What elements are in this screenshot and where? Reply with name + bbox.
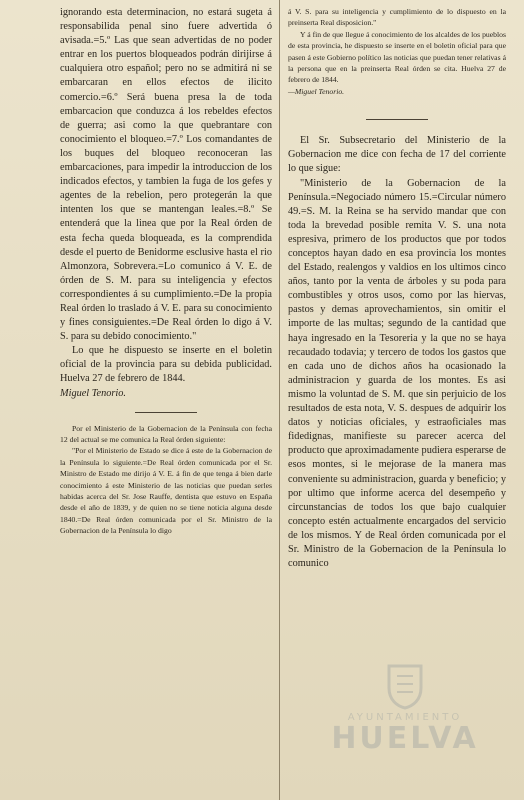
publication-notice-text: Lo que he dispuesto se inserte en el boletin oficial de la provincia para su debida publicidad. Huelva 27 de febrero de 1844.	[60, 345, 272, 385]
right-column	[288, 6, 506, 571]
archive-watermark	[300, 662, 510, 772]
signature-miguel-tenorio-2: —Miguel Tenorio.	[288, 86, 345, 96]
ministry-notice-body: "Por el Ministerio de Estado se dice á este de la Gobernacion de la Península lo siguiente.=De Real órden comunicada por el Sr. Ministro de Estado me dirijo á V. E. á fin de que tenga á bien darle conocimiento á este Ministerio de las noticias que puedan serles habidas acerca del Sr. Jose Rauffe, dentista que estuvo en España desde el año de 1839, y de quien no se tiene noticia alguna desde 1840.=De Real órden comunicada por el Sr. Ministro de la Gobernacion de la Península lo digo	[60, 446, 272, 536]
ministry-notice-instruction: Y á fin de que llegue á conocimiento de los alcaldes de los pueblos de esta provincia, he dispuesto se inserte en el boletin oficial para que pasen á este Gobierno político las noticias que puedan tener relativas á la persona que en la preinserta Real órden se cita. Huelva 27 de febrero de 1844.	[288, 29, 506, 85]
ministry-notice-intro: Por el Ministerio de la Gobernacion de la Península con fecha 12 del actual se me comunica la Real órden siguiente:	[60, 423, 272, 445]
left-column	[60, 6, 272, 537]
undersecretary-body: "Ministerio de la Gobernacion de la Península.=Negociado número 15.=Circular número 49.=S. M. la Reina se ha servido mandar que con toda la brevedad posible remita V. S. una nota espresiva, primero de los productos que por todos conceptos hayan dado en esa provincia los montes del Estado, realengos y valdios en los ultimos cinco años, tanto por la venta de árboles y su poda para combustibles y otros usos, como por las hiervas, pastos y demas aprovechamientos, sin omitir el importe de las multas; segundo de la cantidad que haya ingresado en la Tesoreria y la que no se haya recaudado todavia; y tercero de todos los gastos que en cada uno de dichos años ha ocasionado la administracion y guarda de los montes. Es asi mismo la voluntad de S. M. que sin perjuicio de los resultados de esta nota, V. S. despues de adquirir los datos y noticias oficiales, y estraoficiales mas fidedignas, manifieste su parecer acerca del producto que aproximadamente pudiera esperarse de esos montes, si le mejorase de la manera mas conveniente su administracion, guarda y beneficio; y por ultimo que informe acerca del desempeño y circunstancias de todos los que bajo cualquier concepto estén actualmente encargados del servicio de los mismos. Y de Real órden comunicada por el Sr. Ministro de la Gobernacion de la Península lo comunico	[288, 177, 506, 570]
city-shield-icon	[385, 662, 425, 710]
ministry-notice-end: á V. S. para su inteligencia y cumplimiento de lo dispuesto en la preinserta Real disposicion."	[288, 7, 506, 28]
column-divider	[279, 0, 280, 800]
watermark-line1: AYUNTAMIENTO	[347, 712, 463, 723]
watermark-line2: HUELVA	[331, 721, 479, 756]
undersecretary-intro: El Sr. Subsecretario del Ministerio de la Gobernacion me dice con fecha de 17 del corriente lo que sigue:	[288, 135, 506, 175]
section-divider-rule	[135, 412, 197, 413]
section-divider-rule-right	[366, 119, 428, 120]
decree-continuation-text: ignorando esta determinacion, no estará sugeta á responsabilida penal sino fuere advertida ó avisada.=5.º Las que sean advertidas de no poder entrar en los puertos bloqueados podrán dirijirse á cualquiera otro español; pero no se admitirá ni se embarcaran en ellos efectos de ilicito comercio.=6.º Será buena presa la de toda embarcacion que conduzca á los rebeldes efectos de guerra; asi como la que quebrantare con conocimiento el bloqueo.=7.º Los comandantes de los buques del bloqueo reconoceran las embarcaciones, para impedir la introduccion de los indicados efectos, y tambien la fuga de los gefes y agentes de la rebelion, pero protegerán la que intenten los que se mantengan leales.=8.º Se entenderá que la linea que por la Real órden de esta fecha queda bloqueada, es la comprendida desde el puerto de Benidorme esclusive hasta el rio Almonzora, Sobrevera.=Lo comunico á V. E. de órden de S. M. para su inteligencia y efectos correspondientes á su cumplimiento.=De la propia Real órden lo traslado á V. E. para su conocimiento y fines consiguientes.=De Real órden lo digo á V. S. para su debido conocimiento."	[60, 7, 272, 343]
signature-miguel-tenorio-1: Miguel Tenorio.	[60, 387, 126, 399]
